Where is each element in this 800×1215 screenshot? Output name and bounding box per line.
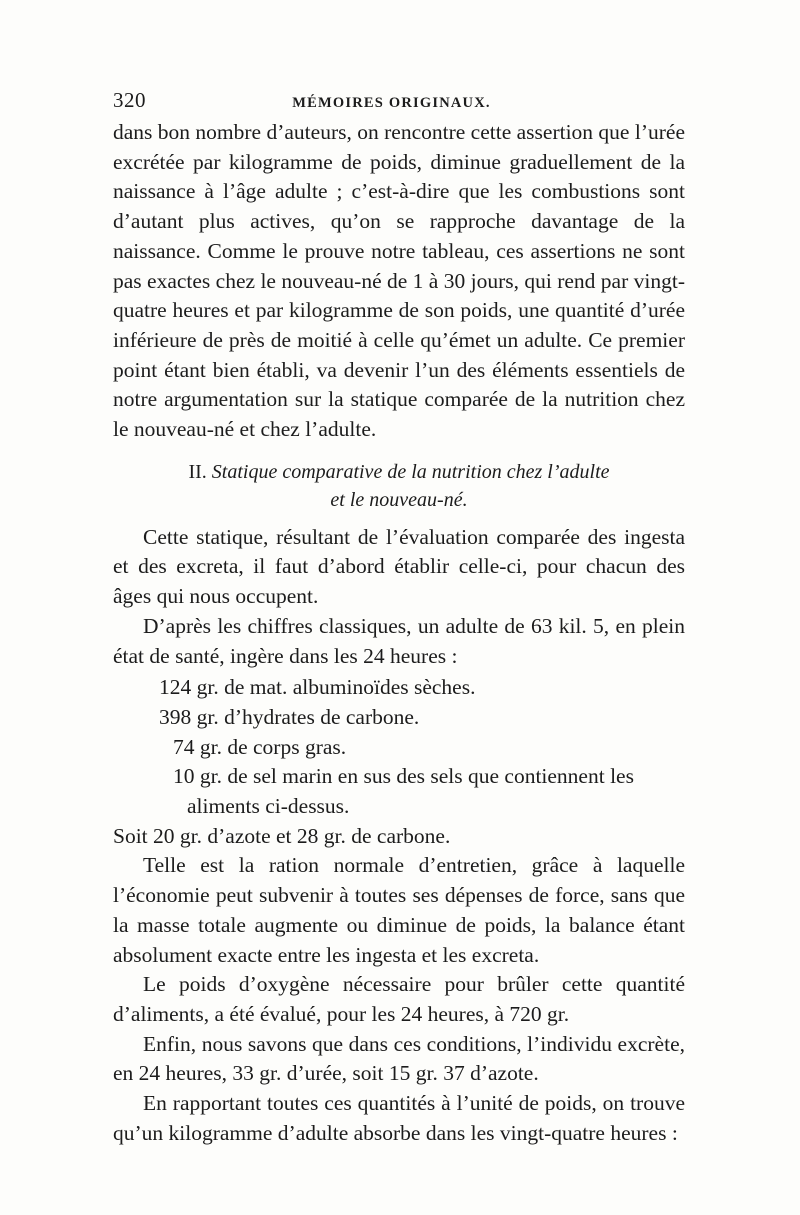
paragraph-statique: Cette statique, résultant de l’évaluation comparée des ingesta et des excreta, il faut d’abord établir celle-ci, pour chacun des âges qui nous occupent. [113,524,685,609]
page-header [113,88,685,118]
page-number: 320 [113,88,146,112]
book-page [113,88,685,1149]
list-item: 398 gr. d’hydrates de carbone. [159,704,420,729]
paragraph-continuation: dans bon nombre d’auteurs, on rencontre cette assertion que l’urée excrétée par kilogramme de poids, diminue graduellement de la naissance à l’âge adulte ; c’est-à-dire que les combustions sont d’autant plus actives, qu’on se rapproche davantage de la naissance. Comme le prouve notre tableau, ces assertions ne sont pas exactes chez le nouveau-né de 1 à 30 jours, qui rend par vingt-quatre heures et par kilogramme de son poids, une quantité d’urée inférieure de près de moitié à celle qu’émet un adulte. Ce premier point étant bien établi, va devenir l’un des éléments essentiels de notre argumentation sur la statique comparée de la nutrition chez le nouveau-né et chez l’adulte. [113,120,685,442]
ration-list [113,673,685,822]
summary-line: Soit 20 gr. d’azote et 28 gr. de carbone. [113,823,451,848]
section-number: II. [188,460,207,483]
paragraph-ration: Telle est la ration normale d’entretien, grâce à laquelle l’économie peut subvenir à toutes ses dépenses de force, sans que la masse totale augmente ou diminue de poids, la balance étant absolument exacte entre les ingesta et les excreta. [113,853,685,967]
paragraph-oxygene: Le poids d’oxygène nécessaire pour brûler cette quantité d’aliments, a été évalué, pour les 24 heures, à 720 gr. [113,972,685,1026]
section-heading [113,458,685,514]
paragraph-excretion: Enfin, nous savons que dans ces conditions, l’individu excrète, en 24 heures, 33 gr. d’urée, soit 15 gr. 37 d’azote. [113,1031,685,1086]
list-item: 74 gr. de corps gras. [173,734,347,759]
paragraph-rapport: En rapportant toutes ces quantités à l’unité de poids, on trouve qu’un kilogramme d’adulte absorbe dans les vingt-quatre heures : [113,1091,685,1145]
paragraph-chiffres: D’après les chiffres classiques, un adulte de 63 kil. 5, en plein état de santé, ingère dans les 24 heures : [113,613,685,668]
section-title-line-2: et le nouveau-né. [330,488,468,511]
list-item-text: 10 gr. de sel marin en sus des sels que contiennent les [173,764,634,789]
list-item: 124 gr. de mat. albuminoïdes sèches. [159,675,476,700]
list-item [113,762,685,821]
section-title-line-1: Statique comparative de la nutrition chez l’adulte [211,460,610,483]
list-item-continuation: aliments ci-dessus. [187,794,350,819]
running-head: MÉMOIRES ORIGINAUX. [292,95,491,111]
